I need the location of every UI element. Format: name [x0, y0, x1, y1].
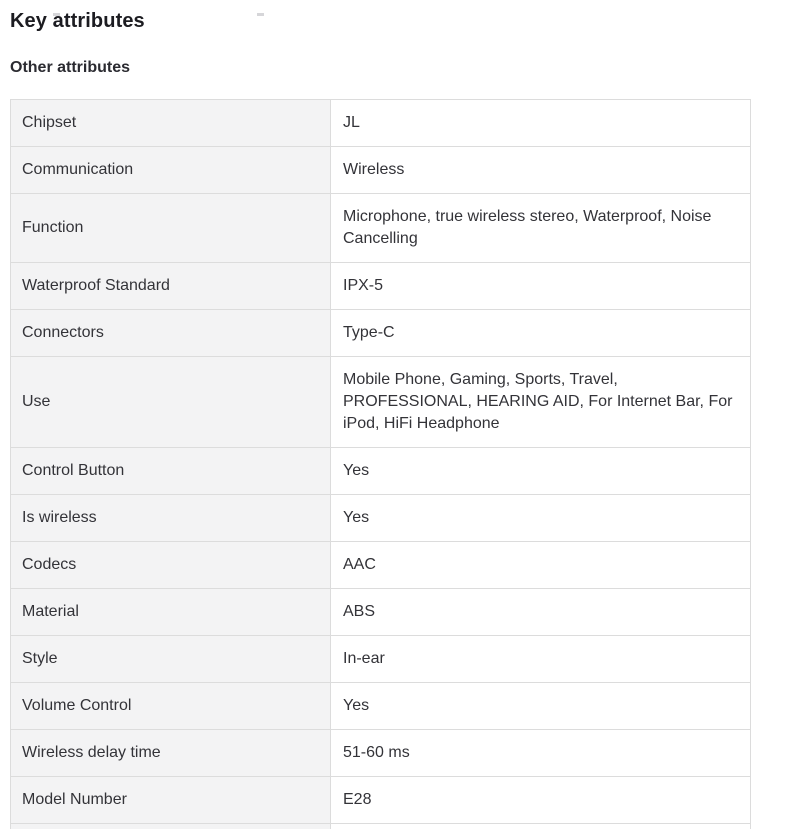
clipped-text-fragment	[53, 13, 60, 16]
table-row	[11, 683, 751, 730]
attribute-label: Communication	[11, 147, 331, 194]
table-row	[11, 100, 751, 147]
table-row	[11, 730, 751, 777]
attribute-label	[11, 824, 331, 829]
attribute-label: Control Button	[11, 448, 331, 495]
section-subtitle: Other attributes	[10, 59, 131, 76]
attribute-label: Wireless delay time	[11, 730, 331, 777]
attribute-value: AAC	[331, 542, 751, 589]
table-row	[11, 636, 751, 683]
attribute-value: Mobile Phone, Gaming, Sports, Travel, PROFESSIONAL, HEARING AID, For Internet Bar, For iPod, HiFi Headphone	[331, 357, 751, 448]
attribute-value: 51-60 ms	[331, 730, 751, 777]
table-row	[11, 589, 751, 636]
table-row	[11, 310, 751, 357]
attribute-label: Is wireless	[11, 495, 331, 542]
attribute-value: Type-C	[331, 310, 751, 357]
table-row	[11, 448, 751, 495]
attribute-value: Yes	[331, 683, 751, 730]
table-row	[11, 357, 751, 448]
attribute-label: Material	[11, 589, 331, 636]
attribute-label: Function	[11, 194, 331, 263]
attribute-label: Volume Control	[11, 683, 331, 730]
attribute-label: Connectors	[11, 310, 331, 357]
table-row	[11, 542, 751, 589]
attribute-value	[331, 824, 751, 829]
attribute-value: In-ear	[331, 636, 751, 683]
table-row-cutoff	[11, 824, 751, 829]
attribute-value: Yes	[331, 495, 751, 542]
attribute-value: JL	[331, 100, 751, 147]
table-row	[11, 263, 751, 310]
attributes-table	[10, 99, 751, 829]
attribute-value: ABS	[331, 589, 751, 636]
page-title: Key attributes	[10, 10, 145, 32]
attribute-value: E28	[331, 777, 751, 824]
attribute-label: Use	[11, 357, 331, 448]
attribute-value: IPX-5	[331, 263, 751, 310]
table-row	[11, 777, 751, 824]
attributes-table-body	[11, 100, 751, 829]
table-row	[11, 495, 751, 542]
table-row	[11, 194, 751, 263]
attribute-label: Chipset	[11, 100, 331, 147]
attribute-label: Waterproof Standard	[11, 263, 331, 310]
attribute-label: Model Number	[11, 777, 331, 824]
attribute-label: Style	[11, 636, 331, 683]
attribute-label: Codecs	[11, 542, 331, 589]
attribute-value: Yes	[331, 448, 751, 495]
table-row	[11, 147, 751, 194]
attribute-value: Wireless	[331, 147, 751, 194]
attributes-page	[0, 11, 789, 829]
clipped-text-fragment	[257, 13, 264, 16]
attribute-value: Microphone, true wireless stereo, Waterproof, Noise Cancelling	[331, 194, 751, 263]
